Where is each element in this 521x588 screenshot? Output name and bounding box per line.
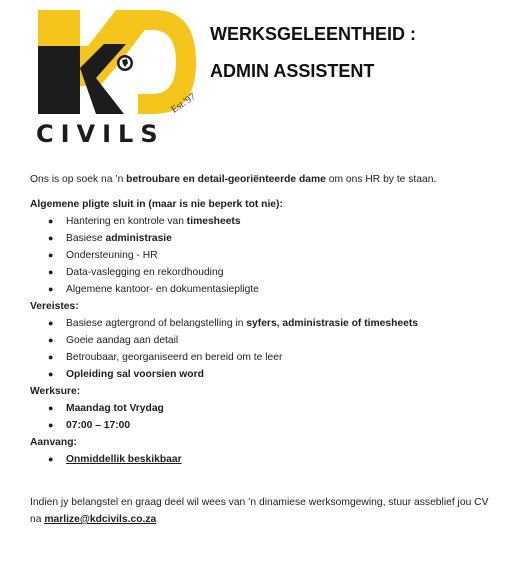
page-title-line1: WERKSGELEENTHEID : (210, 24, 417, 44)
list-item: ● Goeie aandag aan detail (48, 335, 179, 346)
list-item: ● Opleiding sal voorsien word (48, 369, 204, 380)
requirements-list (30, 315, 500, 383)
list-item: ● Maandag tot Vrydag (48, 403, 164, 414)
logo-established-text: Est.'97 (169, 91, 198, 116)
logo-wordmark: CIVILS (36, 120, 165, 148)
company-logo (30, 6, 205, 146)
requirements-heading: Vereistes: (30, 301, 79, 312)
list-item: ● Algemene kantoor- en dokumentasiepligte (48, 284, 259, 295)
list-item: ● Hantering en kontrole van timesheets (48, 216, 241, 227)
duties-list (30, 213, 500, 298)
closing-text: Indien jy belangstel en graag deel wil wees van ’n dinamiese werksomgewing, stuur asseblief jou CV na (30, 497, 489, 525)
start-heading: Aanvang: (30, 437, 77, 448)
list-item: ● Data-vaslegging en rekordhouding (48, 267, 224, 278)
list-item: ● Basiese agtergrond of belangstelling in syfers, administrasie of timesheets (48, 318, 419, 329)
intro-text-end: om ons HR by te staan. (325, 174, 437, 185)
hours-heading: Werksure: (30, 386, 81, 397)
intro-paragraph (30, 171, 500, 188)
start-list (30, 451, 500, 468)
duties-heading: Algemene pligte sluit in (maar is nie beperk tot nie): (30, 199, 283, 210)
intro-text: Ons is op soek na ’n (30, 174, 127, 185)
hours-list (30, 400, 500, 434)
list-item: ● Onmiddellik beskikbaar (48, 454, 182, 465)
list-item: ● Ondersteuning - HR (48, 250, 158, 261)
intro-bold-text: betroubare en detail-georiënteerde dame (126, 174, 326, 185)
availability-text: Onmiddellik beskikbaar (66, 454, 182, 465)
list-item: ● 07:00 – 17:00 (48, 420, 131, 431)
list-item: ● Basiese administrasie (48, 233, 172, 244)
list-item: ● Betroubaar, georganiseerd en bereid om te leer (48, 352, 283, 363)
page-title-line2: ADMIN ASSISTENT (210, 61, 375, 81)
closing-paragraph (30, 494, 500, 528)
email-link[interactable]: marlize@kdcivils.co.za (44, 514, 157, 525)
job-description (30, 171, 500, 528)
